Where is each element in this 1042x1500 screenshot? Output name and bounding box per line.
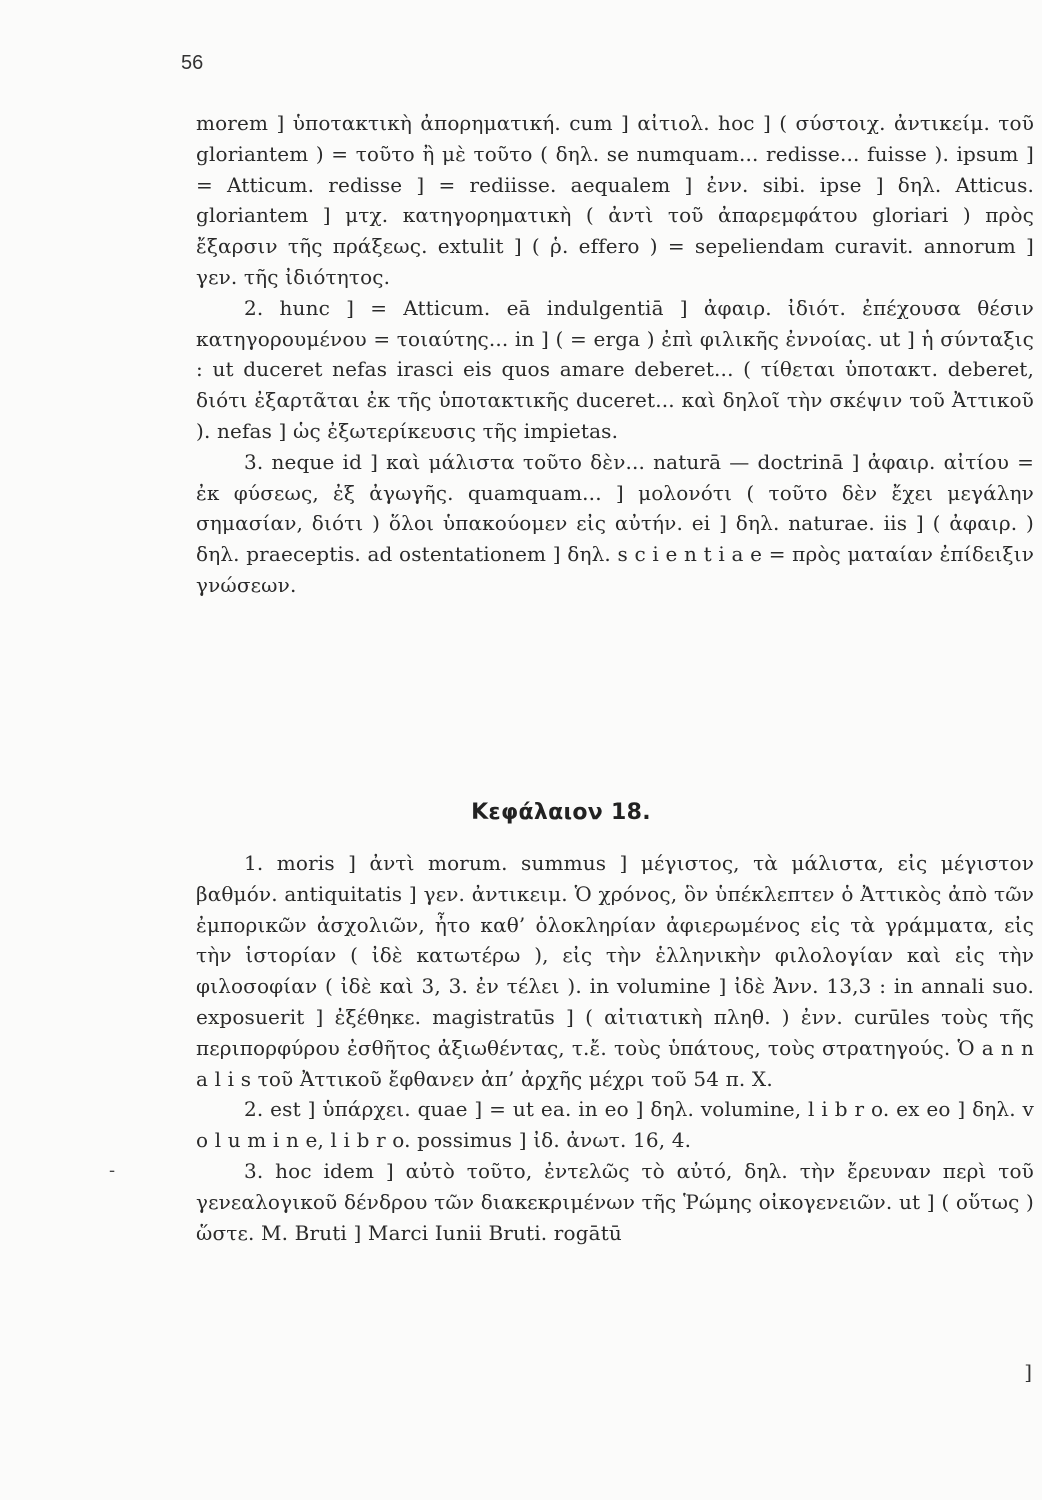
paragraph-2: 2. est ] ὑπάρχει. quae ] = ut ea. in eo ] δηλ. volumine, l i b r o. ex eo ] δηλ. v o l u m i n e, l i b r o. possimus ] ἰδ. ἀνωτ. 16, 4. [196,1097,1034,1153]
commentary-section-17 [196,108,1034,601]
paragraph-2: 2. hunc ] = Atticum. eā indulgentiā ] ἀφαιρ. ἰδιότ. ἐπέχουσα θέσιν κατηγορουμένου = τοιαύτης... in ] ( = erga ) ἐπὶ φιλικῆς ἐννοίας. ut ] ἡ σύνταξις : ut duceret nefas irasci eis quos amare deberet... ( τίθεται ὑποτακτ. deberet, διότι ἐξαρτᾶται ἐκ τῆς ὑποτακτικῆς duceret... καὶ δηλοῖ τὴν σκέψιν τοῦ Ἀττικοῦ ). nefas ] ὡς ἐξωτερίκευσις τῆς impietas. [196,295,1034,443]
paragraph-3: 3. neque id ] καὶ μάλιστα τοῦτο δὲν... naturā — doctrinā ] ἀφαιρ. αἰτίου = ἐκ φύσεως, ἐξ ἀγωγῆς. quamquam... ] μολονότι ( τοῦτο δὲν ἔχει μεγάλην σημασίαν, διότι ) ὅλοι ὑπακούομεν εἰς αὐτήν. ei ] δηλ. naturae. iis ] ( ἀφαιρ. ) δηλ. praeceptis. ad ostentationem ] δηλ. s c i e n t i a e = πρὸς ματαίαν ἐπίδειξιν γνώσεων. [196,449,1034,597]
closing-bracket: ] [1024,1360,1032,1384]
commentary-section-18 [196,848,1034,1248]
paragraph-3: 3. hoc idem ] αὐτὸ τοῦτο, ἐντελῶς τὸ αὐτό, δηλ. τὴν ἔρευναν περὶ τοῦ γενεαλογικοῦ δένδρου τῶν διακεκριμένων τῆς Ῥώμης οἰκογενειῶν. ut ] ( οὕτως ) ὥστε. M. Bruti ] Marci Iunii Bruti. rogātū [196,1158,1034,1245]
page-number: 56 [181,52,204,74]
paragraph-1: 1. moris ] ἀντὶ morum. summus ] μέγιστος, τὰ μάλιστα, εἰς μέγιστον βαθμόν. antiquitatis ] γεν. ἀντικειμ. Ὁ χρόνος, ὃν ὑπέκλεπτεν ὁ Ἀττικὸς ἀπὸ τῶν ἐμπορικῶν ἀσχολιῶν, ἦτο καθ’ ὁλοκληρίαν ἀφιερωμένος εἰς τὰ γράμματα, εἰς τὴν ἱστορίαν ( ἰδὲ κατωτέρω ), εἰς τὴν ἑλληνικὴν φιλολογίαν καὶ εἰς τὴν φιλοσοφίαν ( ἰδὲ καὶ 3, 3. ἐν τέλει ). in volumine ] ἰδὲ Ἀνν. 13,3 : in annali suo. exposuerit ] ἐξέθηκε. magistratūs ] ( αἰτιατικὴ πληθ. ) ἐνν. curūles τοὺς τῆς περιπορφύρου ἐσθῆτος ἀξιωθέντας, τ.ἔ. τοὺς ὑπάτους, τοὺς στρατηγούς. Ὁ a n n a l i s τοῦ Ἀττικοῦ ἔφθανεν ἀπ’ ἀρχῆς μέχρι τοῦ 54 π. Χ. [196,851,1034,1091]
margin-mark: - [109,1160,116,1181]
chapter-heading: Κεφάλαιον 18. [471,800,651,825]
paragraph-intro: morem ] ὑποτακτικὴ ἀπορηματική. cum ] αἰτιολ. hoc ] ( σύστοιχ. ἀντικείμ. τοῦ gloriantem ) = τοῦτο ἢ μὲ τοῦτο ( δηλ. se numquam... redisse... fuisse ). ipsum ] = Atticum. redisse ] = rediisse. aequalem ] ἐνν. sibi. ipse ] δηλ. Atticus. gloriantem ] μτχ. κατηγορηματικὴ ( ἀντὶ τοῦ ἀπαρεμφάτου gloriari ) πρὸς ἔξαρσιν τῆς πράξεως. extulit ] ( ῥ. effero ) = sepeliendam curavit. annorum ] γεν. τῆς ἰδιότητος. [196,111,1034,289]
